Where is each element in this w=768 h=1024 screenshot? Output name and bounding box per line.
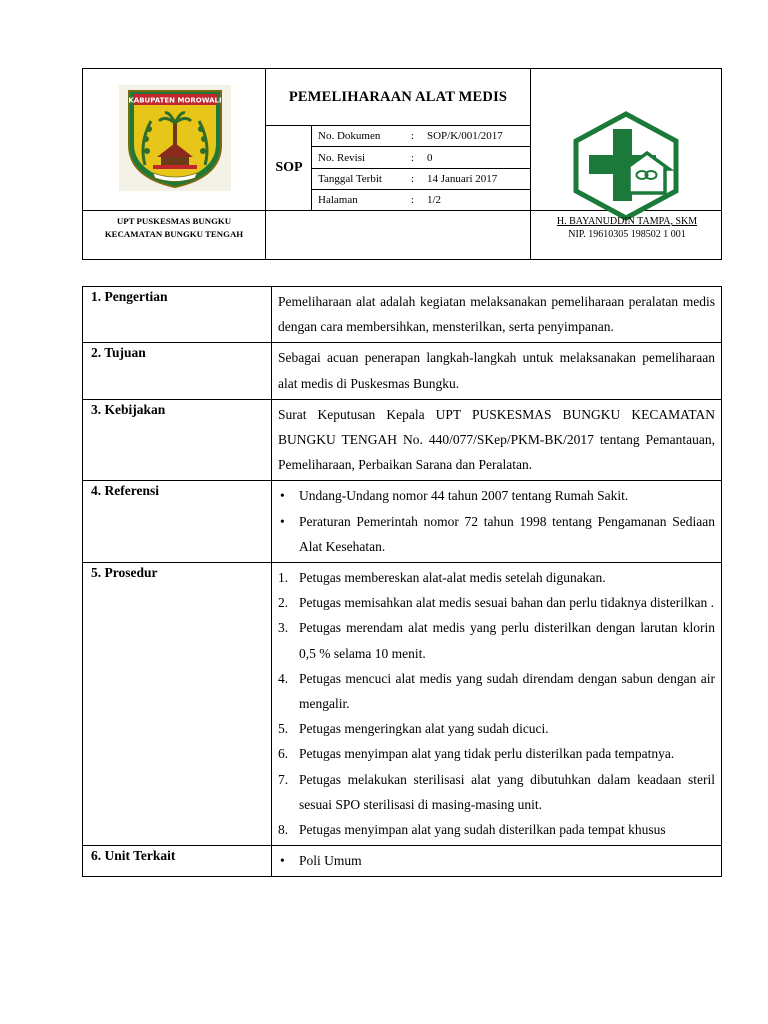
meta-key: Tanggal Terbit bbox=[318, 172, 382, 185]
list-item: • Poli Umum bbox=[278, 848, 715, 873]
meta-key: No. Dokumen bbox=[318, 129, 381, 142]
section-label: 4. Referensi bbox=[83, 481, 272, 563]
section-body bbox=[272, 563, 722, 846]
step-number: 4. bbox=[278, 670, 289, 686]
section-row-prosedur bbox=[83, 563, 722, 846]
unit-list bbox=[278, 848, 715, 873]
meta-value: SOP/K/001/2017 bbox=[427, 129, 503, 142]
step-text: Petugas membereskan alat-alat medis setelah digunakan. bbox=[299, 570, 606, 586]
step-text: Petugas mencuci alat medis yang sudah direndam dengan sabun dengan air mengalir. bbox=[299, 670, 715, 712]
section-row-kebijakan bbox=[83, 399, 722, 481]
section-label: 3. Kebijakan bbox=[83, 399, 272, 481]
section-row-referensi bbox=[83, 481, 722, 563]
list-item bbox=[278, 565, 715, 590]
signer-name: H. BAYANUDDIN TAMPA, SKM bbox=[556, 216, 698, 227]
step-text: Petugas menyimpan alat yang sudah disterilkan pada tempat khusus bbox=[299, 822, 666, 838]
section-text: Pemeliharaan alat adalah kegiatan melaksanakan pemeliharaan peralatan medis dengan cara membersihkan, mensterilkan, serta penyimpanan. bbox=[278, 294, 715, 335]
meta-value: 0 bbox=[427, 151, 433, 164]
reference-list bbox=[278, 483, 715, 559]
upt-name-line2: KECAMATAN BUNGKU TENGAH bbox=[104, 228, 244, 239]
meta-colon: : bbox=[411, 193, 415, 206]
step-number: 2. bbox=[278, 595, 289, 611]
meta-key: No. Revisi bbox=[318, 151, 366, 164]
step-number: 5. bbox=[278, 721, 289, 737]
kabupaten-morowali-logo bbox=[119, 85, 231, 191]
section-body bbox=[272, 481, 722, 563]
section-label: 1. Pengertian bbox=[83, 287, 272, 343]
meta-row-revision bbox=[312, 147, 530, 168]
step-text: Petugas melakukan sterilisasi alat yang dibutuhkan dalam keadaan steril sesuai SPO sterilisasi di masing-masing unit. bbox=[299, 771, 715, 812]
meta-value: 14 Januari 2017 bbox=[427, 172, 498, 185]
list-item bbox=[278, 767, 715, 817]
meta-key: Halaman bbox=[318, 193, 358, 206]
list-item: • Undang-Undang nomor 44 tahun 2007 tentang Rumah Sakit. bbox=[278, 483, 715, 508]
section-body bbox=[272, 343, 722, 399]
section-label: 2. Tujuan bbox=[83, 343, 272, 399]
meta-value: 1/2 bbox=[427, 193, 442, 206]
section-row-tujuan bbox=[83, 343, 722, 399]
section-row-unit-terkait bbox=[83, 846, 722, 877]
list-item bbox=[278, 716, 715, 741]
procedure-steps bbox=[278, 565, 715, 842]
sop-header bbox=[82, 68, 722, 260]
step-number: 3. bbox=[278, 620, 289, 636]
signer-nip: NIP. 19610305 198502 1 001 bbox=[568, 228, 686, 240]
section-row-pengertian bbox=[83, 287, 722, 343]
step-text: Petugas merendam alat medis yang perlu disterilkan dengan larutan klorin 0,5 % selama 10 menit. bbox=[299, 620, 715, 661]
section-text: Surat Keputusan Kepala UPT PUSKESMAS BUNGKU KECAMATAN BUNGKU TENGAH No. 440/077/SKep/PKM-BK/2017 tentang Pemantauan, Pemeliharaan, Perbaikan Sarana dan Peralatan. bbox=[278, 406, 715, 473]
meta-row-document-number bbox=[312, 125, 530, 146]
document-title: PEMELIHARAAN ALAT MEDIS bbox=[288, 88, 508, 105]
list-item: • Peraturan Pemerintah nomor 72 tahun 1998 tentang Pengamanan Sediaan Alat Kesehatan. bbox=[278, 509, 715, 559]
list-item bbox=[278, 666, 715, 716]
meta-colon: : bbox=[411, 172, 415, 185]
list-item bbox=[278, 817, 715, 842]
section-label: 6. Unit Terkait bbox=[83, 846, 272, 877]
step-number: 1. bbox=[278, 570, 289, 586]
sop-content-table bbox=[82, 286, 722, 877]
meta-colon: : bbox=[411, 129, 415, 142]
step-text: Petugas mengeringkan alat yang sudah dicuci. bbox=[299, 721, 549, 737]
step-number: 7. bbox=[278, 771, 289, 787]
section-body bbox=[272, 399, 722, 481]
section-label: 5. Prosedur bbox=[83, 563, 272, 846]
list-item bbox=[278, 615, 715, 665]
section-body bbox=[272, 287, 722, 343]
list-item bbox=[278, 741, 715, 766]
puskesmas-logo bbox=[569, 111, 683, 221]
step-text: Petugas memisahkan alat medis sesuai bahan dan perlu tidaknya disterilkan . bbox=[299, 595, 715, 611]
section-body bbox=[272, 846, 722, 877]
upt-name-line1: UPT PUSKESMAS BUNGKU bbox=[116, 216, 232, 226]
step-number: 8. bbox=[278, 822, 289, 838]
step-number: 6. bbox=[278, 746, 289, 762]
step-text: Petugas menyimpan alat yang tidak perlu disterilkan pada tempatnya. bbox=[299, 746, 675, 762]
list-item bbox=[278, 590, 715, 615]
meta-row-page bbox=[312, 189, 530, 210]
signer-block bbox=[531, 216, 723, 241]
logo-banner-text: KABUPATEN MOROWALI bbox=[128, 96, 222, 105]
meta-row-issue-date bbox=[312, 168, 530, 189]
section-text: Sebagai acuan penerapan langkah-langkah untuk melaksanakan pemeliharaan alat medis di Puskesmas Bungku. bbox=[278, 350, 715, 391]
sop-label: SOP bbox=[275, 160, 303, 175]
upt-name bbox=[83, 215, 265, 240]
meta-colon: : bbox=[411, 151, 415, 164]
